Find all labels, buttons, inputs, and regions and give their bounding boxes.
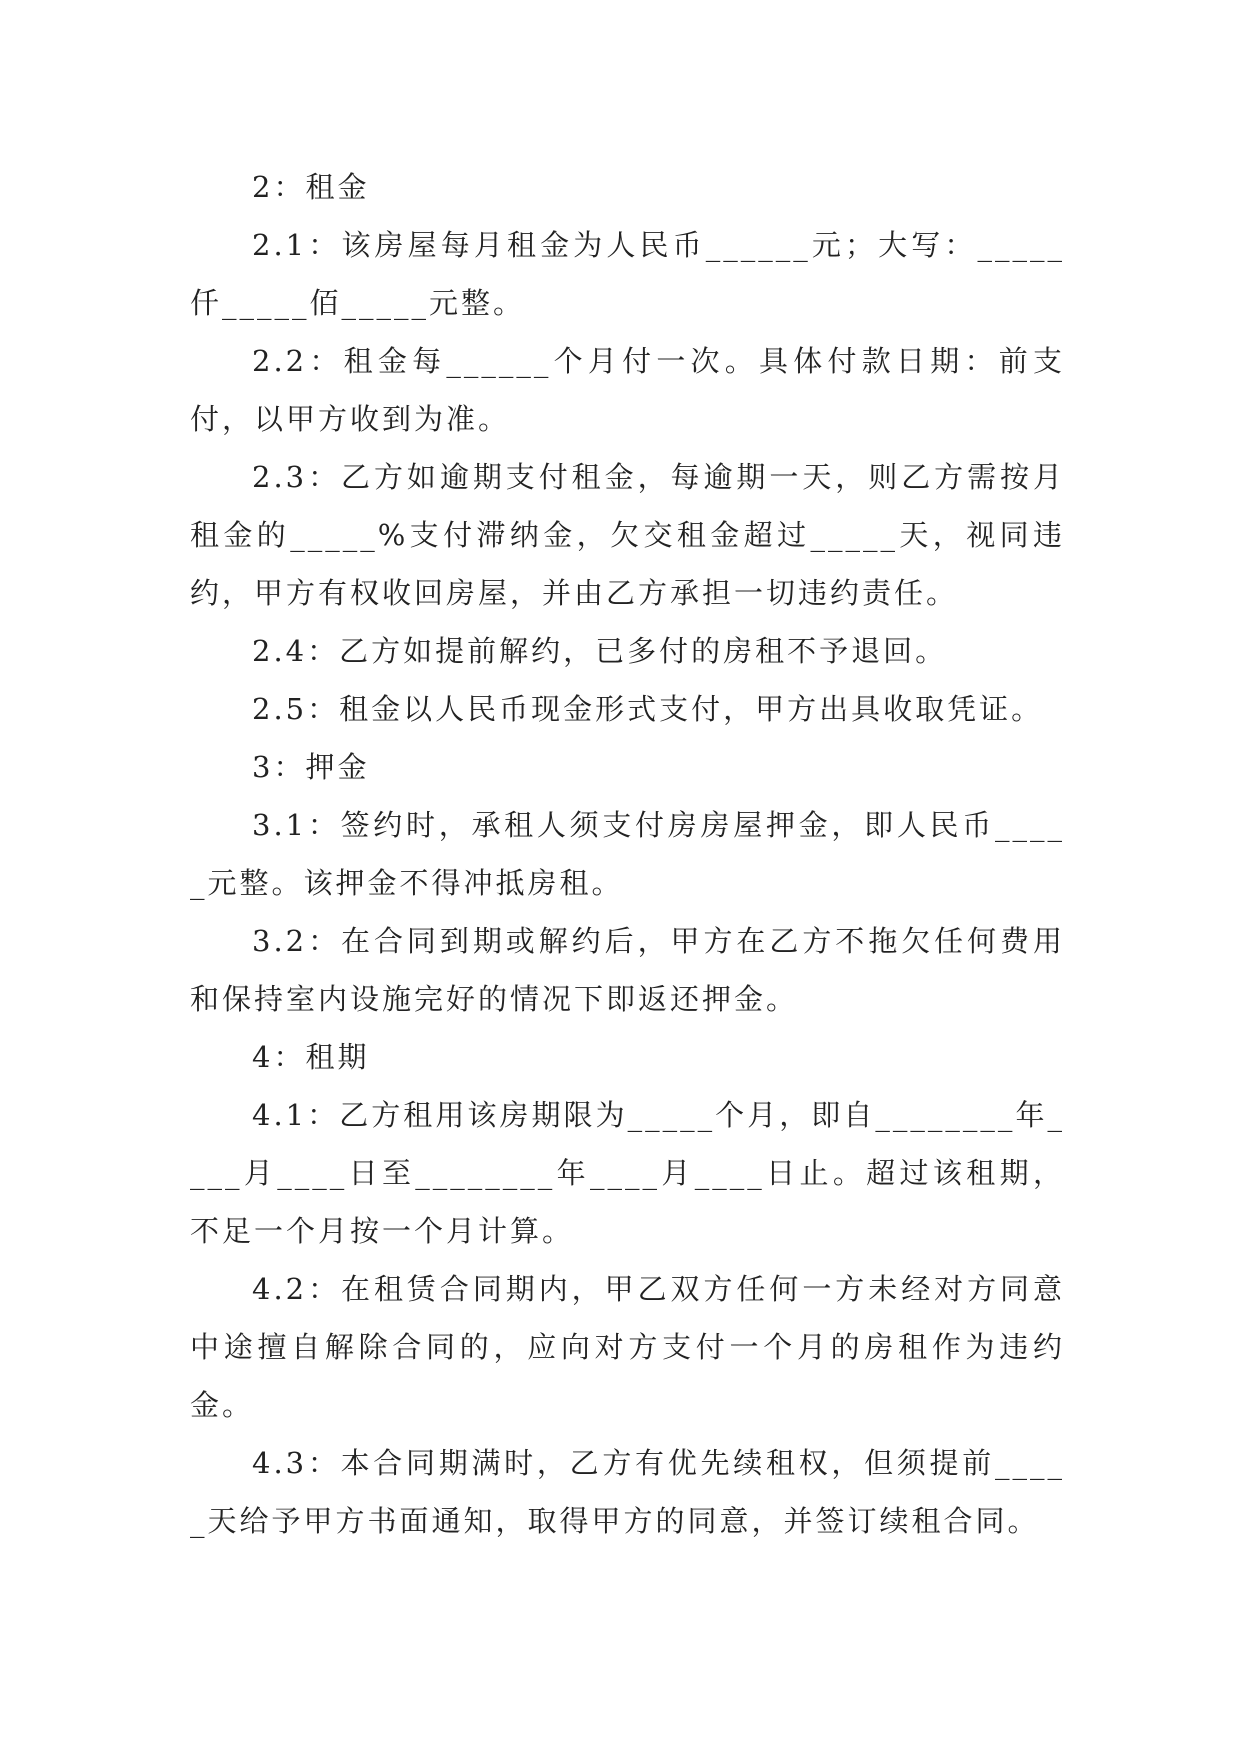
- document-body: [190, 158, 1065, 1550]
- clause-4-1: 4.1：乙方租用该房期限为_____个月，即自________年____月____日至________年____月____日止。超过该租期，不足一个月按一个月计算。: [190, 1098, 1065, 1248]
- clause-2-1: 2.1：该房屋每月租金为人民币______元；大写：_____仟_____佰_____元整。: [190, 228, 1065, 320]
- clause-2-2: 2.2：租金每______个月付一次。具体付款日期：前支付，以甲方收到为准。: [190, 344, 1065, 436]
- section-heading-term: 4：租期: [252, 1040, 370, 1074]
- clause-3-2: 3.2：在合同到期或解约后，甲方在乙方不拖欠任何费用和保持室内设施完好的情况下即返还押金。: [190, 924, 1065, 1016]
- clause-2-5: 2.5：租金以人民币现金形式支付，甲方出具收取凭证。: [252, 692, 1044, 726]
- clause-4-3: 4.3：本合同期满时，乙方有优先续租权，但须提前_____天给予甲方书面通知，取得甲方的同意，并签订续租合同。: [190, 1446, 1065, 1538]
- clause-4-2: 4.2：在租赁合同期内，甲乙双方任何一方未经对方同意中途擅自解除合同的，应向对方支付一个月的房租作为违约金。: [190, 1272, 1065, 1422]
- clause-2-4: 2.4：乙方如提前解约，已多付的房租不予退回。: [252, 634, 948, 668]
- section-heading-rent: 2：租金: [252, 170, 370, 204]
- section-heading-deposit: 3：押金: [252, 750, 370, 784]
- clause-2-3: 2.3：乙方如逾期支付租金，每逾期一天，则乙方需按月租金的_____%支付滞纳金，欠交租金超过_____天，视同违约，甲方有权收回房屋，并由乙方承担一切违约责任。: [190, 460, 1065, 610]
- clause-3-1: 3.1：签约时，承租人须支付房房屋押金，即人民币_____元整。该押金不得冲抵房租。: [190, 808, 1065, 900]
